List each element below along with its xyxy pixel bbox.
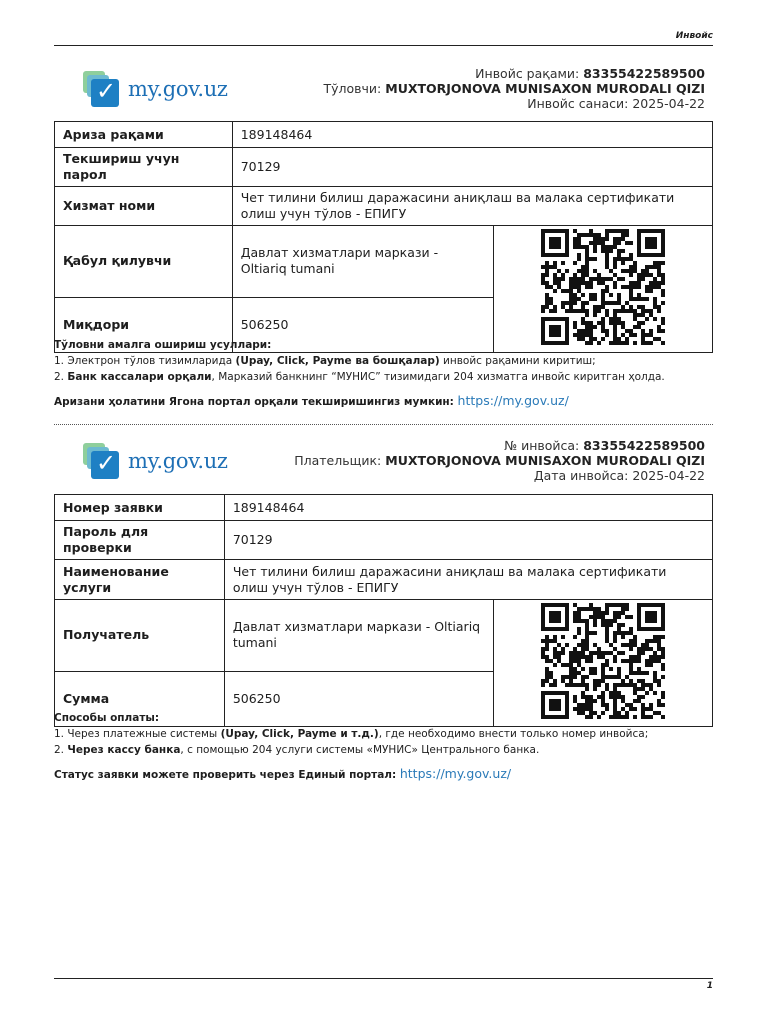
payment-notes-ru xyxy=(54,710,713,783)
request-value: 189148464 xyxy=(224,495,712,521)
invoice-meta-ru xyxy=(294,438,705,483)
mygov-logo xyxy=(83,441,243,481)
table-row xyxy=(55,148,713,187)
invoice-head-uz xyxy=(54,64,713,122)
checkmark-icon: ✓ xyxy=(96,77,117,105)
logo-text: my.gov.uz xyxy=(128,77,228,101)
invoice-date: 2025-04-22 xyxy=(632,96,705,111)
page-number: 1 xyxy=(706,981,713,991)
payer-name: MUXTORJONOVA MUNISAXON MURODALI QIZI xyxy=(385,81,705,96)
portal-link[interactable]: https://my.gov.uz/ xyxy=(399,766,512,781)
payer-name: MUXTORJONOVA MUNISAXON MURODALI QIZI xyxy=(385,453,705,468)
invoice-date-line xyxy=(324,96,706,111)
invoice-block-ru xyxy=(54,436,713,781)
notes-line xyxy=(54,353,713,369)
portal-link[interactable]: https://my.gov.uz/ xyxy=(457,393,569,408)
payment-notes-uz xyxy=(54,337,713,410)
table-row xyxy=(55,560,713,600)
qr-code-icon xyxy=(541,603,665,719)
invoice-number-line xyxy=(294,438,705,453)
notes-bold: (Upay, Click, Payme ва бошқалар) xyxy=(235,355,440,367)
notes-line xyxy=(54,726,713,742)
table-row xyxy=(55,122,713,148)
notes-bold: (Upay, Click, Payme и т.д.) xyxy=(220,728,379,740)
invoice-date-label: Дата инвойса: xyxy=(533,468,629,483)
page-header xyxy=(54,30,713,46)
notes-text: , с помощью 204 услуги системы «МУНИС» Центрального банка. xyxy=(180,744,540,756)
request-label: Ариза рақами xyxy=(55,122,233,148)
invoice-meta-uz xyxy=(324,66,706,111)
password-value: 70129 xyxy=(224,521,712,560)
table-row xyxy=(55,521,713,560)
invoice-table-ru xyxy=(54,494,713,727)
payer-label: Тўловчи: xyxy=(323,81,382,96)
password-label: Текшириш учун парол xyxy=(55,148,233,187)
invoice-number: 83355422589500 xyxy=(583,66,705,81)
payer-line xyxy=(294,453,705,468)
invoice-table-uz xyxy=(54,121,713,353)
password-label: Пароль для проверки xyxy=(55,521,225,560)
recipient-label: Қабул қилувчи xyxy=(55,226,233,298)
service-value: Чет тилини билиш даражасини аниқлаш ва малака сертификати олиш учун тўлов - ЕПИГУ xyxy=(232,187,712,226)
notes-bold: Банк кассалари орқали xyxy=(67,371,212,383)
invoice-number-line xyxy=(324,66,706,81)
amount-value: 506250 xyxy=(224,671,493,726)
cut-line-divider xyxy=(54,424,713,425)
invoice-date-label: Инвойс санаси: xyxy=(527,96,629,111)
table-row xyxy=(55,600,713,672)
payer-line xyxy=(324,81,706,96)
invoice-date: 2025-04-22 xyxy=(632,468,705,483)
notes-text: , где необходимо внести только номер инвойса; xyxy=(378,728,649,740)
page-footer xyxy=(54,978,713,996)
invoice-head-ru xyxy=(54,436,713,494)
payer-label: Плательщик: xyxy=(294,453,382,468)
qr-code-cell xyxy=(494,226,713,353)
mygov-logo xyxy=(83,69,243,109)
recipient-value: Давлат хизматлари маркази - Oltiariq tumani xyxy=(232,226,493,298)
notes-title: Способы оплаты: xyxy=(54,712,160,724)
amount-label: Миқдори xyxy=(55,297,233,352)
service-label: Наименование услуги xyxy=(55,560,225,600)
service-value: Чет тилини билиш даражасини аниқлаш ва малака сертификати олиш учун тўлов - ЕПИГУ xyxy=(224,560,712,600)
recipient-label: Получатель xyxy=(55,600,225,672)
notes-text: 2. xyxy=(54,371,68,383)
notes-text: , Марказий банкнинг “МУНИС” тизимидаги 204 хизматга инвойс киритган ҳолда. xyxy=(211,371,665,383)
status-check-text: Аризани ҳолатини Ягона портал орқали текширишингиз мумкин: xyxy=(54,396,454,408)
status-check-text: Статус заявки можете проверить через Единый портал: xyxy=(54,769,397,781)
doc-type-label: Инвойс xyxy=(675,31,713,41)
service-label: Хизмат номи xyxy=(55,187,233,226)
notes-text: 1. Через платежные системы xyxy=(54,728,221,740)
recipient-value: Давлат хизматлари маркази - Oltiariq tumani xyxy=(224,600,493,672)
notes-text: инвойс рақамини киритиш; xyxy=(439,355,596,367)
invoice-block-uz xyxy=(54,64,713,408)
password-value: 70129 xyxy=(232,148,712,187)
status-check-line xyxy=(54,393,713,410)
table-row xyxy=(55,495,713,521)
request-value: 189148464 xyxy=(232,122,712,148)
notes-text: 2. xyxy=(54,744,68,756)
qr-code-icon xyxy=(541,229,665,345)
checkmark-icon: ✓ xyxy=(96,449,117,477)
table-row xyxy=(55,226,713,298)
notes-line xyxy=(54,742,713,758)
notes-bold: Через кассу банка xyxy=(67,744,181,756)
request-label: Номер заявки xyxy=(55,495,225,521)
amount-label: Сумма xyxy=(55,671,225,726)
amount-value: 506250 xyxy=(232,297,493,352)
invoice-date-line xyxy=(294,468,705,483)
table-row xyxy=(55,187,713,226)
invoice-number-label: Инвойс рақами: xyxy=(475,66,580,81)
notes-title: Тўловни амалга ошириш усуллари: xyxy=(54,339,272,351)
status-check-line xyxy=(54,766,713,783)
notes-text: 1. Электрон тўлов тизимларида xyxy=(54,355,236,367)
qr-code-cell xyxy=(494,600,713,727)
invoice-number-label: № инвойса: xyxy=(504,438,580,453)
logo-text: my.gov.uz xyxy=(128,449,228,473)
notes-line xyxy=(54,369,713,385)
invoice-number: 83355422589500 xyxy=(583,438,705,453)
